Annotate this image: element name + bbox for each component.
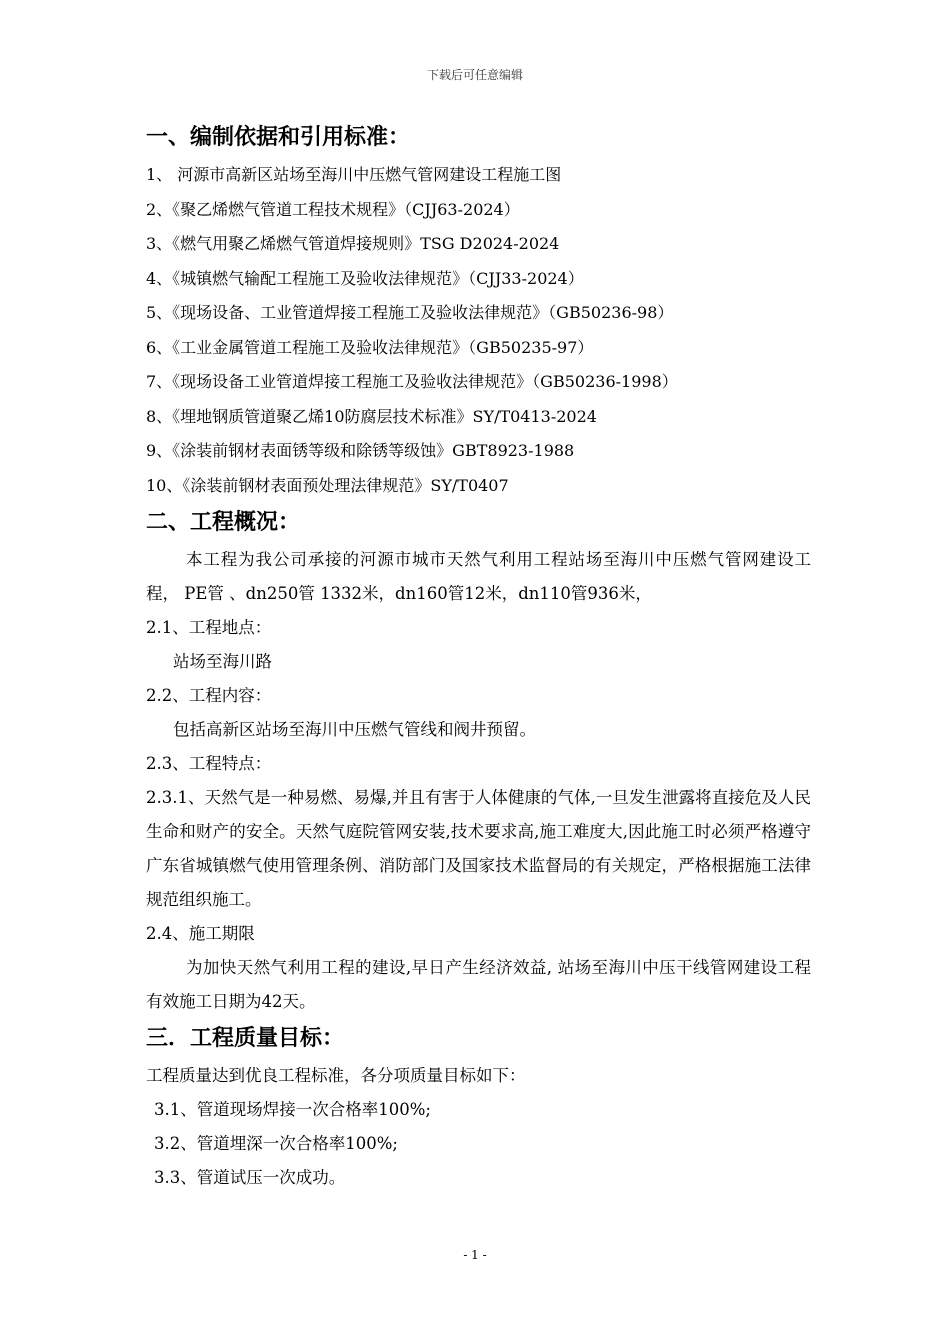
period-paragraph: 为加快天然气利用工程的建设,早日产生经济效益, 站场至海川中压干线管网建设工程有效施工日期为42天。 <box>146 958 811 1011</box>
subsection-title-period: 2.4、施工期限 <box>146 924 255 943</box>
reference-item: 9、《涂装前钢材表面锈等级和除锈等级蚀》GBT8923-1988 <box>146 441 575 460</box>
reference-item: 3、《燃气用聚乙烯燃气管道焊接规则》TSG D2024-2024 <box>146 234 560 253</box>
section-heading-quality: 三．工程质量目标： <box>146 1026 345 1051</box>
document-body <box>146 118 811 1195</box>
subsection-title-location: 2.1、工程地点： <box>146 618 272 637</box>
header-note: 下载后可任意编辑 <box>426 68 523 82</box>
subsection-title-content: 2.2、工程内容： <box>146 686 272 705</box>
reference-item: 10、《涂装前钢材表面预处理法律规范》SY/T0407 <box>146 475 509 495</box>
section-heading-overview: 二、工程概况： <box>146 510 301 535</box>
reference-item: 7、《现场设备工业管道焊接工程施工及验收法律规范》（GB50236-1998） <box>146 372 678 391</box>
location-text: 站场至海川路 <box>173 652 272 671</box>
reference-item: 4、《城镇燃气输配工程施工及验收法律规范》（CJJ33-2024） <box>146 268 584 288</box>
quality-item: 3.2、管道埋深一次合格率100%; <box>154 1134 398 1153</box>
subsection-title-features: 2.3、工程特点： <box>146 754 272 773</box>
content-text: 包括高新区站场至海川中压燃气管线和阀井预留。 <box>173 720 536 739</box>
reference-item: 8、《埋地钢质管道聚乙烯10防腐层技术标准》SY/T0413-2024 <box>146 406 597 426</box>
page-number: - 1 - <box>463 1248 487 1262</box>
reference-item: 1、 河源市高新区站场至海川中压燃气管网建设工程施工图 <box>146 165 562 184</box>
quality-intro: 工程质量达到优良工程标准，各分项质量目标如下： <box>146 1066 526 1085</box>
features-paragraph: 2.3.1、天然气是一种易燃、易爆,并且有害于人体健康的气体,一旦发生泄露将直接危及人民生命和财产的安全。天然气庭院管网安装,技术要求高,施工难度大,因此施工时必须严格遵守广东省城镇燃气使用管理条例、消防部门及国家技术监督局的有关规定，严格根据施工法律规范组织施工。 <box>146 788 811 909</box>
reference-item: 6、《工业金属管道工程施工及验收法律规范》（GB50235-97） <box>146 337 594 357</box>
reference-item: 2、《聚乙烯燃气管道工程技术规程》（CJJ63-2024） <box>146 199 520 219</box>
quality-item: 3.3、管道试压一次成功。 <box>154 1168 346 1187</box>
section-heading-basis: 一、编制依据和引用标准： <box>146 125 411 150</box>
quality-item: 3.1、管道现场焊接一次合格率100%; <box>154 1100 431 1119</box>
overview-paragraph: 本工程为我公司承接的河源市城市天然气利用工程站场至海川中压燃气管网建设工程， PE管 、dn250管 1332米，dn160管12米，dn110管936米， <box>146 550 811 603</box>
reference-item: 5、《现场设备、工业管道焊接工程施工及验收法律规范》（GB50236-98） <box>146 303 674 322</box>
